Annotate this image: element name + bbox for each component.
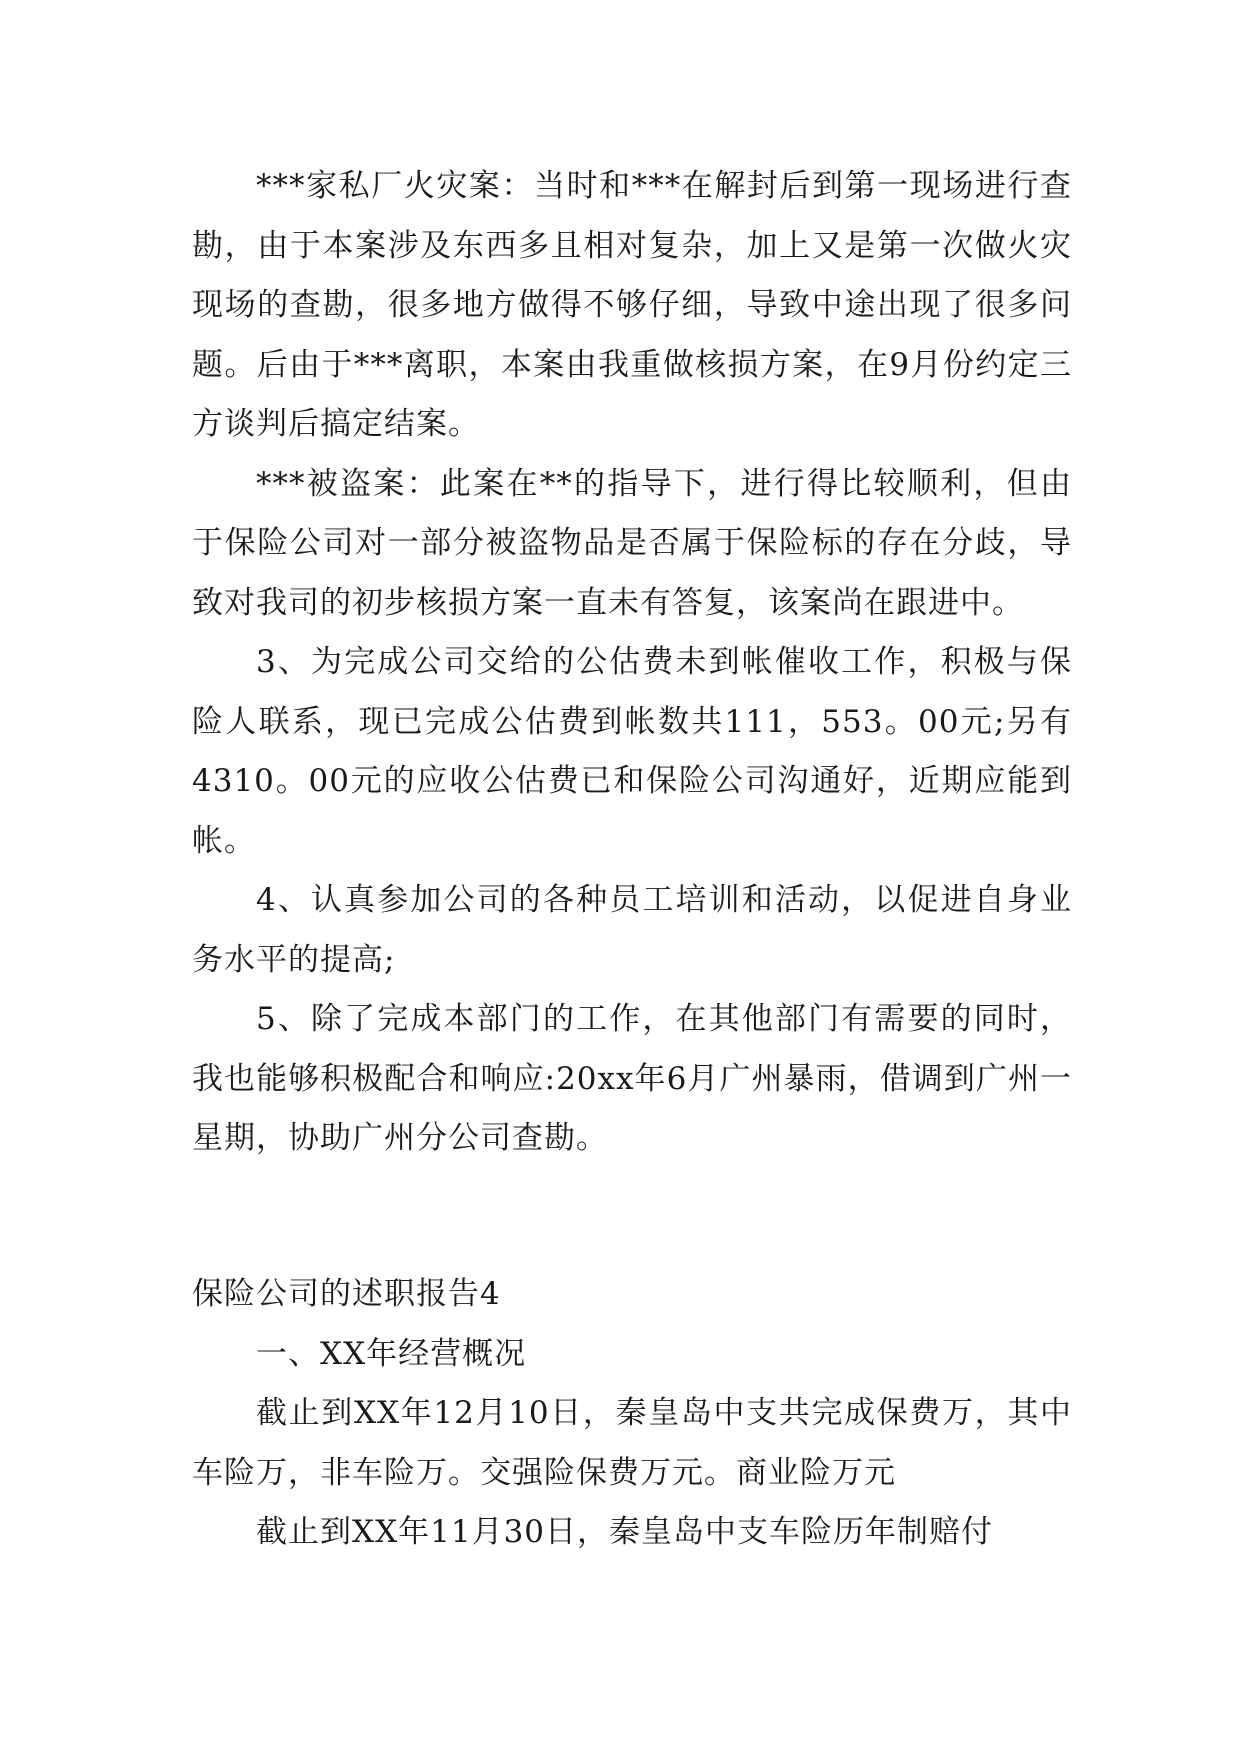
paragraph-theft-case: ***被盗案：此案在**的指导下，进行得比较顺利，但由于保险公司对一部分被盗物品是否属于保险标的存在分歧，导致对我司的初步核损方案一直未有答复，该案尚在跟进中。: [192, 465, 1072, 621]
document-body-top: [192, 157, 1072, 1169]
section-title: 保险公司的述职报告4: [192, 1276, 501, 1312]
paragraph-training: 4、认真参加公司的各种员工培训和活动，以促进自身业务水平的提高;: [192, 882, 1072, 978]
document-section-4: [192, 1265, 1072, 1563]
paragraph-cooperation: 5、除了完成本部门的工作，在其他部门有需要的同时，我也能够积极配合和响应:20xx年6月广州暴雨，借调到广州一星期，协助广州分公司查勘。: [192, 1001, 1072, 1156]
paragraph-premium-summary: 截止到XX年12月10日，秦皇岛中支共完成保费万，其中车险万，非车险万。交强险保费万元。商业险万元: [192, 1395, 1072, 1491]
section-subtitle: 一、XX年经营概况: [256, 1335, 527, 1372]
paragraph-claims-ratio: 截止到XX年11月30日，秦皇岛中支车险历年制赔付: [256, 1514, 994, 1550]
paragraph-fee-collection: 3、为完成公司交给的公估费未到帐催收工作，积极与保险人联系，现已完成公估费到帐数共111，553。00元;另有4310。00元的应收公估费已和保险公司沟通好，近期应能到帐。: [192, 644, 1072, 859]
paragraph-fire-case: ***家私厂火灾案：当时和***在解封后到第一现场进行查勘，由于本案涉及东西多且相对复杂，加上又是第一次做火灾现场的查勘，很多地方做得不够仔细，导致中途出现了很多问题。后由于***离职，本案由我重做核损方案，在9月份约定三方谈判后搞定结案。: [192, 168, 1072, 442]
